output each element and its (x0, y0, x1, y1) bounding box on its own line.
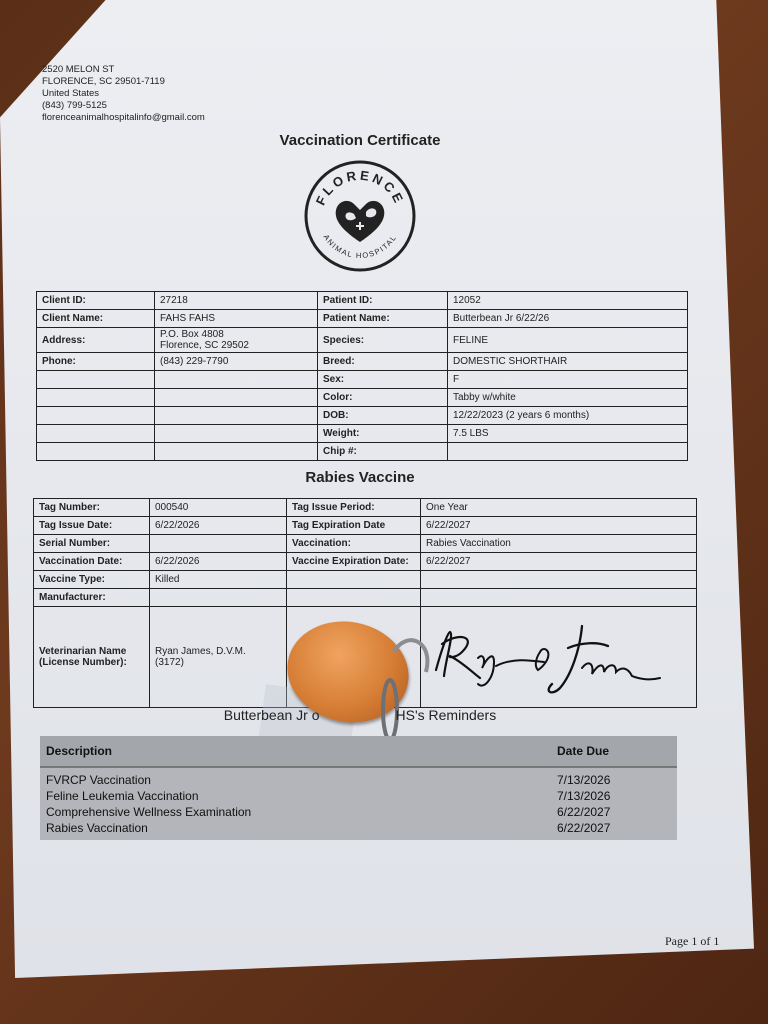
table-row (37, 371, 688, 389)
table-row (40, 820, 677, 836)
manufacturer-label: Manufacturer: (34, 589, 150, 607)
date-due-header: Date Due (557, 744, 610, 758)
chip-value (448, 443, 688, 461)
table-row (37, 425, 688, 443)
reminder-date: 6/22/2027 (557, 821, 611, 835)
table-row (37, 292, 688, 310)
client-name-label: Client Name: (37, 310, 155, 328)
patient-id-label: Patient ID: (318, 292, 448, 310)
tag-expiration-label: Tag Expiration Date (287, 517, 421, 535)
clinic-phone: (843) 799-5125 (42, 100, 107, 111)
table-row (34, 535, 697, 553)
sex-label: Sex: (318, 371, 448, 389)
dob-label: DOB: (318, 407, 448, 425)
table-row (37, 328, 688, 353)
rabies-section-title: Rabies Vaccine (305, 469, 415, 486)
clinic-country: United States (42, 88, 100, 99)
patient-id-value: 12052 (448, 292, 688, 310)
reminder-date: 7/13/2026 (557, 773, 611, 787)
vaccination-date-label: Vaccination Date: (34, 553, 150, 571)
client-name-value: FAHS FAHS (155, 310, 318, 328)
reminder-description: Comprehensive Wellness Examination (46, 805, 252, 819)
phone-value: (843) 229-7790 (155, 353, 318, 371)
table-row (37, 443, 688, 461)
table-row (34, 553, 697, 571)
breed-value: DOMESTIC SHORTHAIR (448, 353, 688, 371)
manufacturer-value (150, 589, 287, 607)
vaccination-value: Rabies Vaccination (421, 535, 697, 553)
clinic-address (42, 64, 205, 124)
logo-bottom-text: ANIMAL HOSPITAL (321, 232, 399, 261)
tag-issue-period-value: One Year (421, 499, 697, 517)
table-row (37, 310, 688, 328)
clinic-email: florenceanimalhospitalinfo@gmail.com (42, 112, 205, 123)
reminders-header (40, 736, 677, 766)
table-row (40, 788, 677, 804)
veterinarian-label-line2: (License Number): (39, 657, 127, 668)
table-row (34, 571, 697, 589)
veterinarian-license: (3172) (155, 657, 184, 668)
species-value: FELINE (448, 328, 688, 353)
client-id-label: Client ID: (37, 292, 155, 310)
vaccine-type-label: Vaccine Type: (34, 571, 150, 589)
veterinarian-name: Ryan James, D.V.M. (155, 646, 246, 657)
reminders-title-suffix: HS's Reminders (395, 707, 497, 723)
weight-value: 7.5 LBS (448, 425, 688, 443)
species-label: Species: (318, 328, 448, 353)
table-row (34, 499, 697, 517)
color-value: Tabby w/white (448, 389, 688, 407)
reminders-title (0, 707, 720, 723)
table-row (40, 804, 677, 820)
vaccination-date-value: 6/22/2026 (150, 553, 287, 571)
table-row (34, 517, 697, 535)
tag-expiration-value: 6/22/2027 (421, 517, 697, 535)
veterinarian-label-line1: Veterinarian Name (39, 646, 127, 657)
color-label: Color: (318, 389, 448, 407)
reminder-description: Feline Leukemia Vaccination (46, 789, 199, 803)
breed-label: Breed: (318, 353, 448, 371)
logo-top-text: FLORENCE (312, 167, 408, 208)
address-line2: Florence, SC 29502 (160, 340, 249, 351)
veterinarian-label (34, 607, 150, 708)
tag-issue-period-label: Tag Issue Period: (287, 499, 421, 517)
reminder-date: 7/13/2026 (557, 789, 611, 803)
table-row (37, 389, 688, 407)
clinic-logo-icon (304, 160, 416, 272)
table-row (40, 772, 677, 788)
dob-value: 12/22/2023 (2 years 6 months) (448, 407, 688, 425)
tag-issue-date-label: Tag Issue Date: (34, 517, 150, 535)
serial-number-label: Serial Number: (34, 535, 150, 553)
phone-label: Phone: (37, 353, 155, 371)
clinic-street: 2520 MELON ST (42, 64, 115, 75)
table-row (34, 589, 697, 607)
reminders-title-text: Butterbean Jr o (223, 707, 320, 723)
reminder-description: FVRCP Vaccination (46, 773, 151, 787)
chip-label: Chip #: (318, 443, 448, 461)
sex-value: F (448, 371, 688, 389)
address-value (155, 328, 318, 353)
description-header: Description (46, 744, 113, 758)
vaccine-expiration-value: 6/22/2027 (421, 553, 697, 571)
table-row (37, 407, 688, 425)
clinic-city: FLORENCE, SC 29501-7119 (42, 76, 165, 87)
tag-number-value: 000540 (150, 499, 287, 517)
tag-issue-date-value: 6/22/2026 (150, 517, 287, 535)
table-row (37, 353, 688, 371)
veterinarian-signature-icon (432, 618, 664, 700)
address-label: Address: (37, 328, 155, 353)
weight-label: Weight: (318, 425, 448, 443)
certificate-title: Vaccination Certificate (279, 132, 441, 149)
reminder-date: 6/22/2027 (557, 805, 611, 819)
vaccine-expiration-label: Vaccine Expiration Date: (287, 553, 421, 571)
split-ring-icon (380, 632, 430, 742)
patient-name-label: Patient Name: (318, 310, 448, 328)
patient-name-value: Butterbean Jr 6/22/26 (448, 310, 688, 328)
vaccination-label: Vaccination: (287, 535, 421, 553)
tag-number-label: Tag Number: (34, 499, 150, 517)
vaccine-type-value: Killed (150, 571, 287, 589)
reminder-description: Rabies Vaccination (46, 821, 148, 835)
page-number: Page 1 of 1 (665, 934, 720, 948)
reminders-table (40, 736, 677, 840)
address-line1: P.O. Box 4808 (160, 329, 224, 340)
serial-number-value (150, 535, 287, 553)
client-id-value: 27218 (155, 292, 318, 310)
patient-info-table (36, 291, 688, 461)
